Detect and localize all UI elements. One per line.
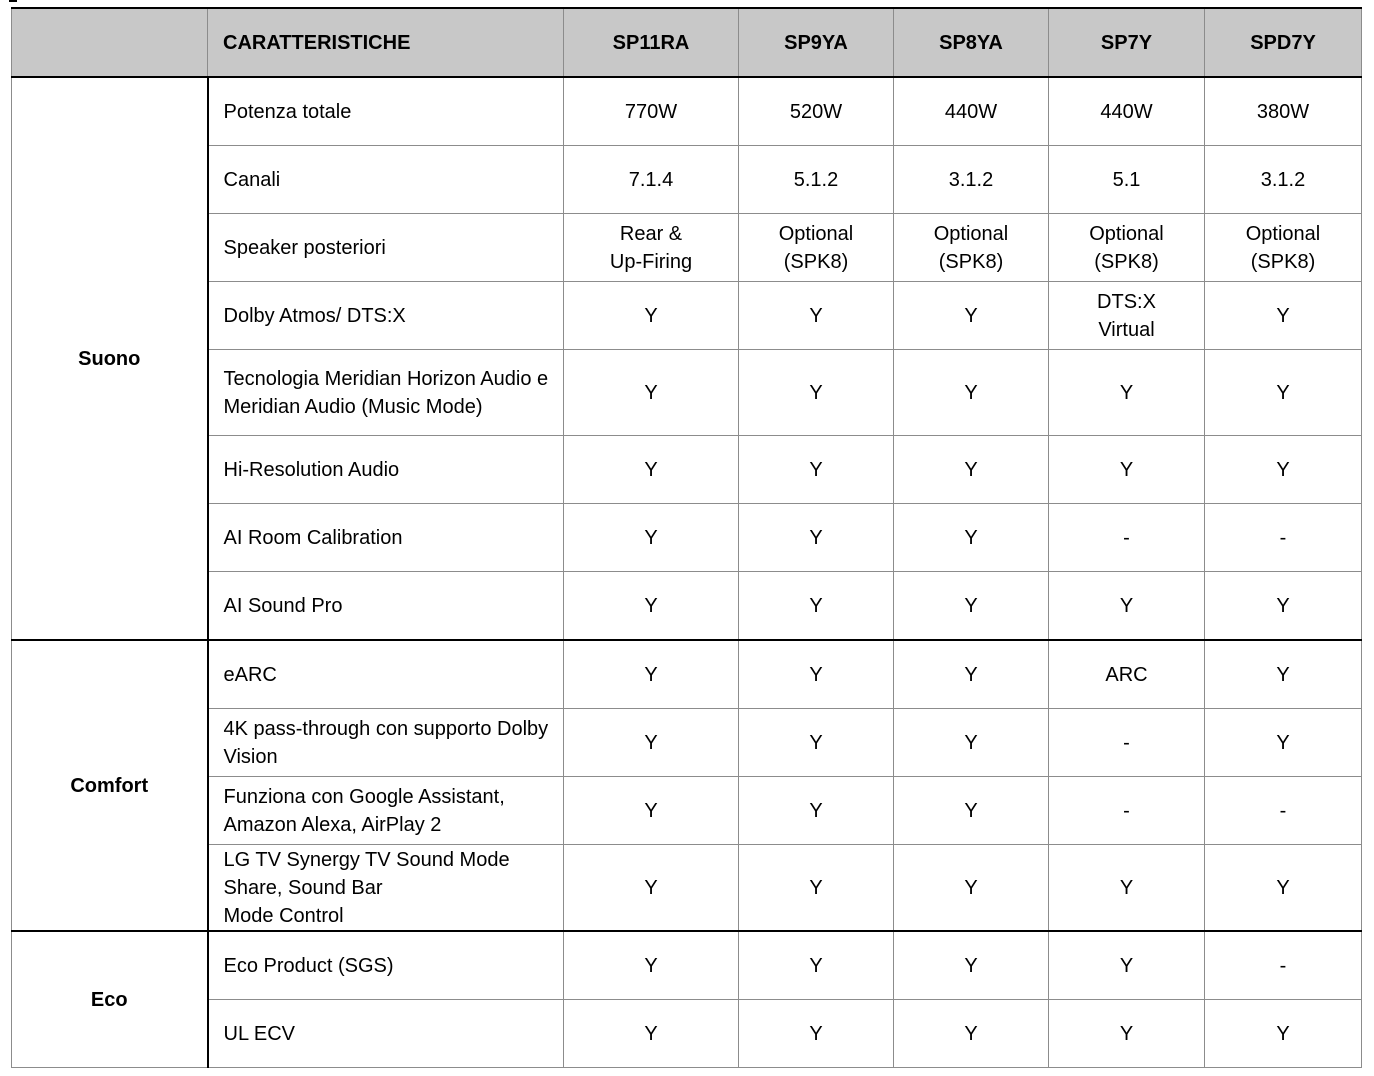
value-cell: 7.1.4 (564, 146, 739, 214)
table-row (12, 436, 1362, 504)
table-row (12, 282, 1362, 350)
feature-cell: AI Sound Pro (208, 572, 564, 641)
value-cell: Y (739, 350, 894, 436)
value-cell: 770W (564, 77, 739, 146)
table-row (12, 1000, 1362, 1068)
value-cell: 3.1.2 (1205, 146, 1362, 214)
value-cell: Y (739, 572, 894, 641)
value-cell: - (1049, 504, 1205, 572)
feature-cell: Tecnologia Meridian Horizon Audio e Meridian Audio (Music Mode) (208, 350, 564, 436)
header-model: SPD7Y (1205, 8, 1362, 77)
table-row (12, 845, 1362, 932)
corner-mark (9, 0, 17, 2)
table-row (12, 572, 1362, 641)
value-cell: - (1049, 709, 1205, 777)
value-cell: Y (739, 709, 894, 777)
value-cell: Y (564, 572, 739, 641)
value-cell: Y (564, 436, 739, 504)
value-cell: Y (1049, 1000, 1205, 1068)
value-cell: Y (894, 709, 1049, 777)
value-cell: 5.1 (1049, 146, 1205, 214)
value-cell: Y (1049, 845, 1205, 932)
value-cell: 520W (739, 77, 894, 146)
value-cell: - (1205, 931, 1362, 1000)
value-cell: Y (739, 504, 894, 572)
value-cell: Y (739, 777, 894, 845)
value-cell: Y (1049, 931, 1205, 1000)
feature-cell: Funziona con Google Assistant, Amazon Alexa, AirPlay 2 (208, 777, 564, 845)
feature-cell: Hi-Resolution Audio (208, 436, 564, 504)
value-cell: Y (1205, 350, 1362, 436)
value-cell: Y (564, 777, 739, 845)
value-cell: Y (894, 845, 1049, 932)
feature-cell: LG TV Synergy TV Sound Mode Share, Sound Bar Mode Control (208, 845, 564, 932)
value-cell: Y (1205, 709, 1362, 777)
value-cell: Y (894, 777, 1049, 845)
feature-cell: Eco Product (SGS) (208, 931, 564, 1000)
feature-cell: UL ECV (208, 1000, 564, 1068)
table-row (12, 640, 1362, 709)
group-label: Eco (12, 931, 208, 1068)
table-row (12, 146, 1362, 214)
table-body (12, 77, 1362, 1068)
feature-cell: Dolby Atmos/ DTS:X (208, 282, 564, 350)
value-cell: DTS:X Virtual (1049, 282, 1205, 350)
value-cell: Y (739, 436, 894, 504)
value-cell: Y (739, 1000, 894, 1068)
value-cell: Y (894, 931, 1049, 1000)
value-cell: Y (894, 350, 1049, 436)
header-features: CARATTERISTICHE (208, 8, 564, 77)
value-cell: Y (894, 436, 1049, 504)
feature-cell: Canali (208, 146, 564, 214)
value-cell: 3.1.2 (894, 146, 1049, 214)
value-cell: Y (1205, 1000, 1362, 1068)
value-cell: - (1205, 777, 1362, 845)
group-label: Comfort (12, 640, 208, 931)
value-cell: Y (1205, 845, 1362, 932)
value-cell: Optional (SPK8) (739, 214, 894, 282)
value-cell: ARC (1049, 640, 1205, 709)
value-cell: Y (894, 572, 1049, 641)
feature-cell: Potenza totale (208, 77, 564, 146)
value-cell: Y (564, 709, 739, 777)
value-cell: 440W (894, 77, 1049, 146)
value-cell: 5.1.2 (739, 146, 894, 214)
table-row (12, 350, 1362, 436)
group-label: Suono (12, 77, 208, 640)
value-cell: Y (894, 504, 1049, 572)
header-model: SP8YA (894, 8, 1049, 77)
value-cell: Optional (SPK8) (894, 214, 1049, 282)
header-model: SP7Y (1049, 8, 1205, 77)
value-cell: Y (564, 350, 739, 436)
value-cell: Y (894, 640, 1049, 709)
value-cell: Y (739, 640, 894, 709)
value-cell: Y (564, 282, 739, 350)
value-cell: Optional (SPK8) (1049, 214, 1205, 282)
value-cell: Y (564, 845, 739, 932)
header-model: SP9YA (739, 8, 894, 77)
feature-cell: AI Room Calibration (208, 504, 564, 572)
table-row (12, 77, 1362, 146)
value-cell: Y (564, 504, 739, 572)
value-cell: Y (739, 845, 894, 932)
header-row (12, 8, 1362, 77)
comparison-table (11, 7, 1362, 1068)
table-row (12, 504, 1362, 572)
table-row (12, 931, 1362, 1000)
table-row (12, 214, 1362, 282)
feature-cell: Speaker posteriori (208, 214, 564, 282)
value-cell: - (1049, 777, 1205, 845)
value-cell: Y (739, 282, 894, 350)
value-cell: Y (1205, 436, 1362, 504)
value-cell: - (1205, 504, 1362, 572)
value-cell: Y (564, 640, 739, 709)
value-cell: 380W (1205, 77, 1362, 146)
value-cell: Optional (SPK8) (1205, 214, 1362, 282)
value-cell: Y (1049, 572, 1205, 641)
feature-cell: eARC (208, 640, 564, 709)
value-cell: Y (564, 1000, 739, 1068)
value-cell: 440W (1049, 77, 1205, 146)
value-cell: Y (1205, 640, 1362, 709)
value-cell: Rear & Up-Firing (564, 214, 739, 282)
value-cell: Y (564, 931, 739, 1000)
value-cell: Y (1049, 350, 1205, 436)
value-cell: Y (739, 931, 894, 1000)
table-row (12, 777, 1362, 845)
header-group-cell (12, 8, 208, 77)
value-cell: Y (1205, 572, 1362, 641)
value-cell: Y (1049, 436, 1205, 504)
value-cell: Y (1205, 282, 1362, 350)
header-model: SP11RA (564, 8, 739, 77)
value-cell: Y (894, 282, 1049, 350)
feature-cell: 4K pass-through con supporto Dolby Vision (208, 709, 564, 777)
value-cell: Y (894, 1000, 1049, 1068)
table-row (12, 709, 1362, 777)
